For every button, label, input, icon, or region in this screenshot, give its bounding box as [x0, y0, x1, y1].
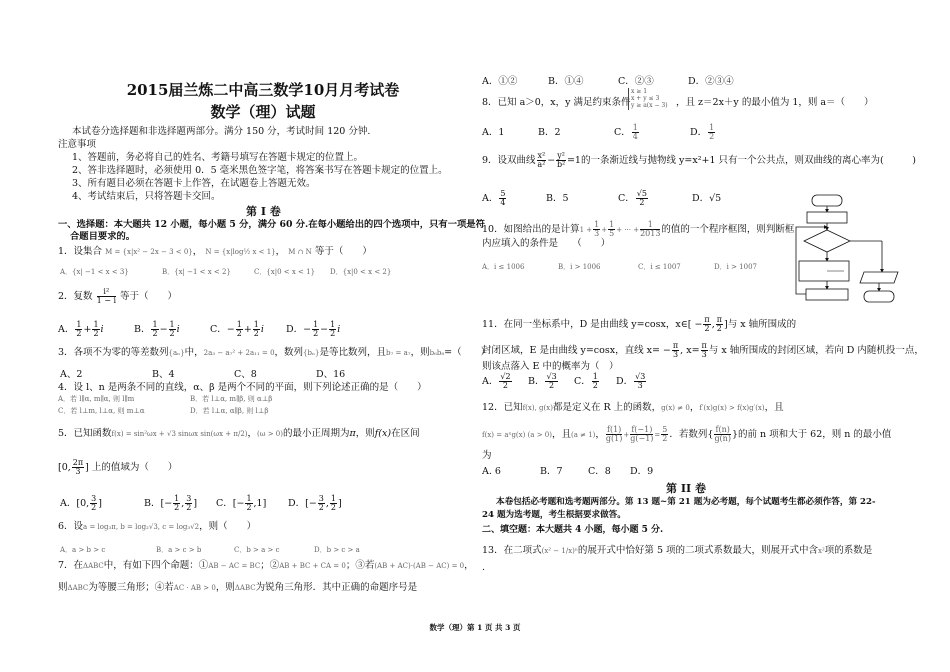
part2-desc-line1: 本卷包括必考题和选考题两部分。第 13 题~第 21 题为必考题，每个试题考生都必须作答，第 22- [496, 497, 876, 507]
q2-option-d: D．− $\frac{1}{2}$ − $\frac{1}{2}$ i [286, 320, 341, 338]
question-7-line2: 则ΔABC为等腰三角形；④若AC · AB > 0，则ΔABC为锐角三角形．其中正确的命题序号是 [58, 582, 418, 593]
q8-option-a: A．1 [482, 127, 505, 138]
q10-line2: 内应填入的条件是 （ ） [482, 238, 611, 249]
note-1: 1、答题前，务必将自己的姓名、考籍号填写在答题卡规定的位置上。 [72, 152, 364, 163]
q9-option-a: A． $\frac{5}{4}$ [482, 189, 506, 207]
flow-init-box [807, 212, 847, 223]
q9-option-d: D．√5 [692, 193, 722, 204]
q6-option-a: A．a > b > c [60, 546, 106, 554]
q5-option-d: D．[− $\frac{3}{2}$ , $\frac{1}{2}$ ] [288, 494, 342, 512]
q11-option-a: A． $\frac{√2}{2}$ [482, 372, 511, 390]
q1-option-d: D．{x|0 < x < 2} [330, 268, 392, 276]
q9-option-b: B．5 [546, 193, 569, 204]
section2-heading: 二、填空题：本大题共 4 小题，每小题 5 分. [482, 525, 664, 535]
q10-option-c: C．i ≤ 1007 [638, 263, 681, 271]
q10-option-d: D．i > 1007 [714, 263, 757, 271]
q8-option-b: B．2 [538, 127, 561, 138]
q6-option-d: D．b > c > a [314, 546, 360, 554]
q8-constraints: x ≥ 1 x + y ≤ 3 y ≥ a(x − 3) [628, 88, 668, 110]
question-12: 12．已知f(x), g(x)都是定义在 R 上的函数，g(x) ≠ 0，f′(x)g(x) > f(x)g′(x)，且 [482, 402, 784, 413]
flow-condition-diamond [804, 230, 850, 252]
q5-interval: [0, $\frac{2\pi}{3}$ ] 上的值域为（ ） [58, 458, 178, 476]
question-12-line3: 为 [482, 450, 492, 461]
section1-line2: 合题目要求的。 [70, 231, 136, 242]
q7-option-b: B．①④ [548, 76, 584, 87]
note-3: 3、所有题目必须在答题卡上作答，在试题卷上答题无效。 [72, 178, 316, 189]
q8-option-d: D． $\frac{1}{2}$ [690, 123, 715, 141]
q11-option-b: B． $\frac{√3}{2}$ [528, 372, 557, 390]
q1-set-m: M = {x|x² − 2x − 3 < 0} [105, 248, 193, 256]
q8-option-c: C． $\frac{1}{4}$ [614, 123, 638, 141]
question-9: 9．设双曲线 $\frac{\text{x²}}{\text{a²}}$ − $\frac{\text{y²}}{\text{b²}}$ =1的一条渐近线与抛物线 y=x²+1 只有一个公共点，则双曲线的离心率为( ) [482, 151, 916, 169]
flow-end-box [864, 291, 894, 302]
flow-output-box [860, 272, 898, 283]
exam-subtitle: 数学（理）试题 [210, 103, 316, 121]
question-11: 11．在同一坐标系中，D 是由曲线 y=cosx，x∈[ − $\frac{\pi}{2}$ , $\frac{\pi}{2}$ ]与 x 轴所围成的 [482, 315, 797, 333]
note-4: 4、考试结束后，只将答题卡交回。 [72, 191, 221, 202]
flow-start-box [812, 195, 842, 206]
flowchart [794, 194, 900, 320]
q3-option-b: B、4 [152, 369, 175, 380]
question-1: 1．设集合 M = {x|x² − 2x − 3 < 0}， N = {x|log½ x < 1}， M ∩ N 等于（ ） [58, 246, 372, 257]
q5-option-b: B．[− $\frac{1}{2}$ , $\frac{3}{2}$ ] [144, 494, 198, 512]
flow-update-i-box [806, 289, 848, 300]
intro-line: 本试卷分选择题和非选择题两部分。满分 150 分，考试时间 120 分钟. [72, 126, 371, 137]
q2-stem: 2．复数 [58, 291, 93, 302]
q1-option-a: A．{x| −1 < x < 3} [60, 268, 129, 276]
q2-fraction: $\frac{\text{i²}}{1 - i}$ [96, 287, 117, 305]
q3-option-a: A、2 [60, 369, 83, 380]
exam-title: 2015届兰炼二中高三数学10月月考试卷 [126, 81, 400, 99]
q12-option-a: A. 6 [482, 466, 501, 477]
q2-option-c: C．− $\frac{1}{2}$ + $\frac{1}{2}$ i [210, 320, 264, 338]
part2-heading: 第 II 卷 [666, 482, 706, 495]
question-12-line2: f(x) = aˣg(x) (a > 0)，且(a ≠ 1)， $\frac{f(1)}{g(1)}$ + $\frac{f(-1)}{g(-1)}$ = $\frac{5}{2}$ ．若数列{ $\frac{f(n)}{g(n)}$ }的前 n 项和大于 62，则 n 的最小值 [482, 425, 892, 443]
q4-option-b: B．若 l⊥α, m∥β, 则 α⊥β [190, 395, 273, 403]
q7-option-a: A．①② [482, 76, 518, 87]
q1-stem: 1．设集合 [58, 246, 103, 257]
part2-desc-line2: 24 题为选考题，考生根据要求做答。 [482, 510, 626, 520]
section1-line1: 一、选择题：本大题共 12 小题，每小题 5 分，满分 60 分.在每小题给出的四个选项中，只有一项是符 [58, 219, 485, 230]
question-5: 5．已知函数f(x) = sin²ωx + √3 sinωx sin(ωx + π/2)，(ω > 0)的最小正周期为π，则f(x)在区间 [58, 428, 420, 439]
q2-option-a: A． $\frac{1}{2}$ + $\frac{1}{2}$ i [58, 320, 104, 338]
q4-option-d: D．若 l⊥α, α∥β, 则 l⊥β [190, 407, 269, 415]
q3-option-c: C、8 [234, 369, 257, 380]
q2-option-b: B． $\frac{1}{2}$ − $\frac{1}{2}$ i [134, 320, 180, 338]
q1-op: M ∩ N [288, 248, 312, 256]
question-6: 6．设a = log₃π, b = log₂√3, c = log₃√2，则（ ） [58, 521, 257, 532]
q10-option-a: A．i ≤ 1006 [482, 263, 525, 271]
q4-option-a: A．若 l∥α, m∥α, 则 l∥m [58, 395, 135, 403]
question-3: 3．各项不为零的等差数列{aₙ}中，2a₃ − a₇² + 2a₁₁ = 0，数列{bₙ}是等比数列，且b₇ = a₇，则b₆b₈=（ ） [58, 347, 491, 358]
q1-sep: ， [192, 246, 203, 257]
question-8: 8．已知 a＞0，x，y 满足约束条件 [482, 97, 631, 108]
question-10: 10．如图给出的是计算1 + $\frac{1}{3}$ + $\frac{1}{5}$ + ··· + $\frac{1}{2013}$ 的值的一个程序框图，则判断框 [482, 220, 795, 238]
question-4: 4．设 l、n 是两条不同的直线，α、β 是两个不同的平面，则下列论述正确的是（ ） [58, 382, 427, 393]
q9-option-c: C． $\frac{√5}{2}$ [618, 189, 647, 207]
q11-option-d: D． $\frac{√3}{3}$ [616, 372, 646, 390]
q12-option-d: D．9 [630, 466, 654, 477]
question-11-line3: 则该点落入 E 中的概率为（ ） [482, 361, 619, 372]
q7-option-c: C．②③ [618, 76, 654, 87]
q12-option-b: B．7 [540, 466, 563, 477]
page-footer: 数学（理）第 1 页 共 3 页 [429, 623, 521, 632]
q5-option-c: C．[− $\frac{1}{2}$ ,1] [216, 494, 267, 512]
q7-option-d: D．②③④ [688, 76, 734, 87]
notes-title: 注意事项 [58, 139, 97, 150]
q5-option-a: A．[0, $\frac{3}{2}$ ] [60, 494, 102, 512]
question-11-line2: 封闭区域，E 是由曲线 y=cosx，直线 x= − $\frac{\pi}{3}$ , x= $\frac{\pi}{3}$ 与 x 轴所围成的封闭区域，若向 D 内随机投一点， [482, 341, 924, 359]
part1-heading: 第 I 卷 [246, 205, 281, 218]
q8-tail: ，且 z＝2x＋y 的最小值为 1，则 a＝（ ） [676, 97, 874, 108]
question-2 [58, 288, 177, 305]
q13-end: . [482, 562, 486, 573]
q1-option-c: C．{x|0 < x < 1} [254, 268, 316, 276]
q1-set-n: N = {x|log½ x < 1} [205, 248, 276, 256]
q6-option-c: C．b > a > c [234, 546, 280, 554]
question-13: 13．在二项式(x² − 1/x)ⁿ的展开式中恰好第 5 项的二项式系数最大，则展开式中含x²项的系数是 [482, 545, 873, 556]
q10-option-b: B．i > 1006 [558, 263, 601, 271]
q3-option-d: D、16 [316, 369, 346, 380]
note-2: 2、答非选择题时，必须使用 0．5 毫米黑色签字笔，将答案书写在答题卡规定的位置上。 [72, 165, 448, 176]
q1-tail: 等于（ ） [314, 246, 372, 257]
q1-option-b: B．{x| −1 < x < 2} [162, 268, 231, 276]
q6-option-b: B．a > c > b [156, 546, 202, 554]
q11-option-c: C． $\frac{1}{2}$ [574, 372, 598, 390]
q4-option-c: C．若 l⊥m, l⊥α, 则 m⊥α [58, 407, 145, 415]
q12-option-c: C．8 [588, 466, 611, 477]
q2-tail: 等于（ ） [120, 291, 178, 302]
question-7: 7．在ΔABC中，有如下四个命题：①AB − AC = BC；②AB + BC + CA = 0；③若(AB + AC)·(AB − AC) = 0， [58, 560, 474, 571]
